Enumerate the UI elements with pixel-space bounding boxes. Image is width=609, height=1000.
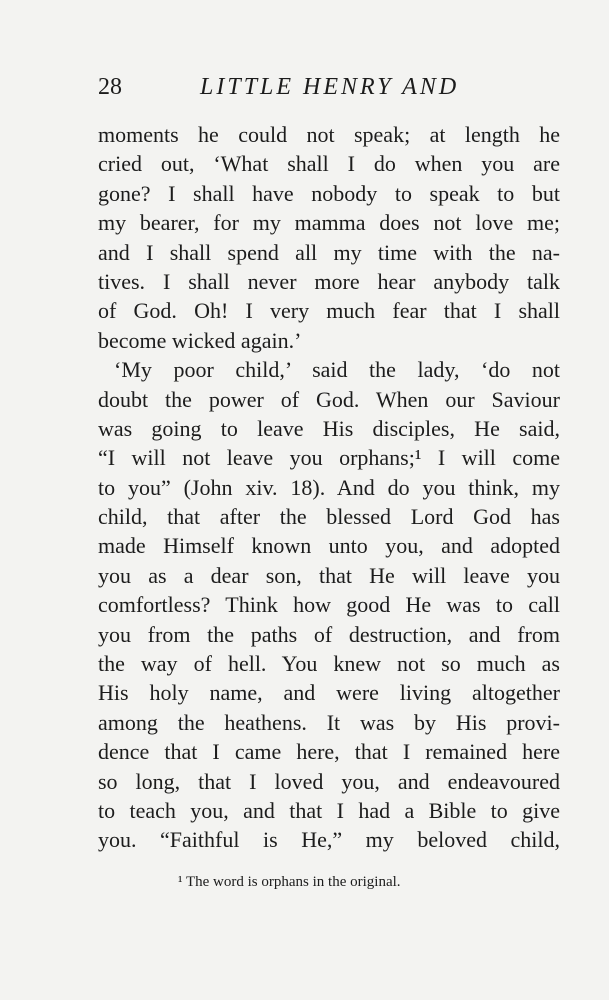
text-line: among the heathens. It was by His provi- — [98, 709, 560, 735]
text-line: and I shall spend all my time with the na- — [98, 239, 560, 265]
body-text — [98, 120, 560, 855]
text-line: to teach you, and that I had a Bible to give — [98, 797, 560, 823]
text-line: gone? I shall have nobody to speak to but — [98, 180, 560, 206]
text-line: moments he could not speak; at length he — [98, 122, 560, 147]
text-line: comfortless? Think how good He was to call — [98, 592, 560, 618]
text-line: so long, that I loved you, and endeavoured — [98, 768, 560, 794]
text-line: become wicked again.’ — [98, 327, 302, 353]
text-line: “I will not leave you orphans;¹ I will come — [98, 445, 560, 471]
running-head: LITTLE HENRY AND — [200, 74, 460, 100]
text-line: the way of hell. You knew not so much as — [98, 651, 560, 677]
page-number: 28 — [98, 74, 122, 100]
text-line: was going to leave His disciples, He said, — [98, 415, 560, 441]
text-line: doubt the power of God. When our Saviour — [98, 386, 560, 412]
text-line: cried out, ‘What shall I do when you are — [98, 151, 560, 177]
text-line: tives. I shall never more hear anybody talk — [98, 268, 560, 294]
page-header — [98, 70, 478, 104]
text-line: you as a dear son, that He will leave you — [98, 562, 560, 588]
text-line: dence that I came here, that I remained here — [98, 739, 560, 765]
text-line: you. “Faithful is He,” my beloved child, — [98, 827, 560, 853]
text-line: child, that after the blessed Lord God has — [98, 504, 560, 530]
text-line: His holy name, and were living altogether — [98, 680, 560, 706]
text-line: you from the paths of destruction, and from — [98, 621, 560, 647]
text-line: ‘My poor child,’ said the lady, ‘do not — [114, 357, 560, 383]
footnote: ¹ The word is orphans in the original. — [178, 874, 401, 890]
text-line: to you” (John xiv. 18). And do you think, my — [98, 474, 560, 500]
text-line: my bearer, for my mamma does not love me; — [98, 210, 560, 236]
text-line: of God. Oh! I very much fear that I shall — [98, 298, 560, 324]
text-line: made Himself known unto you, and adopted — [98, 533, 560, 559]
